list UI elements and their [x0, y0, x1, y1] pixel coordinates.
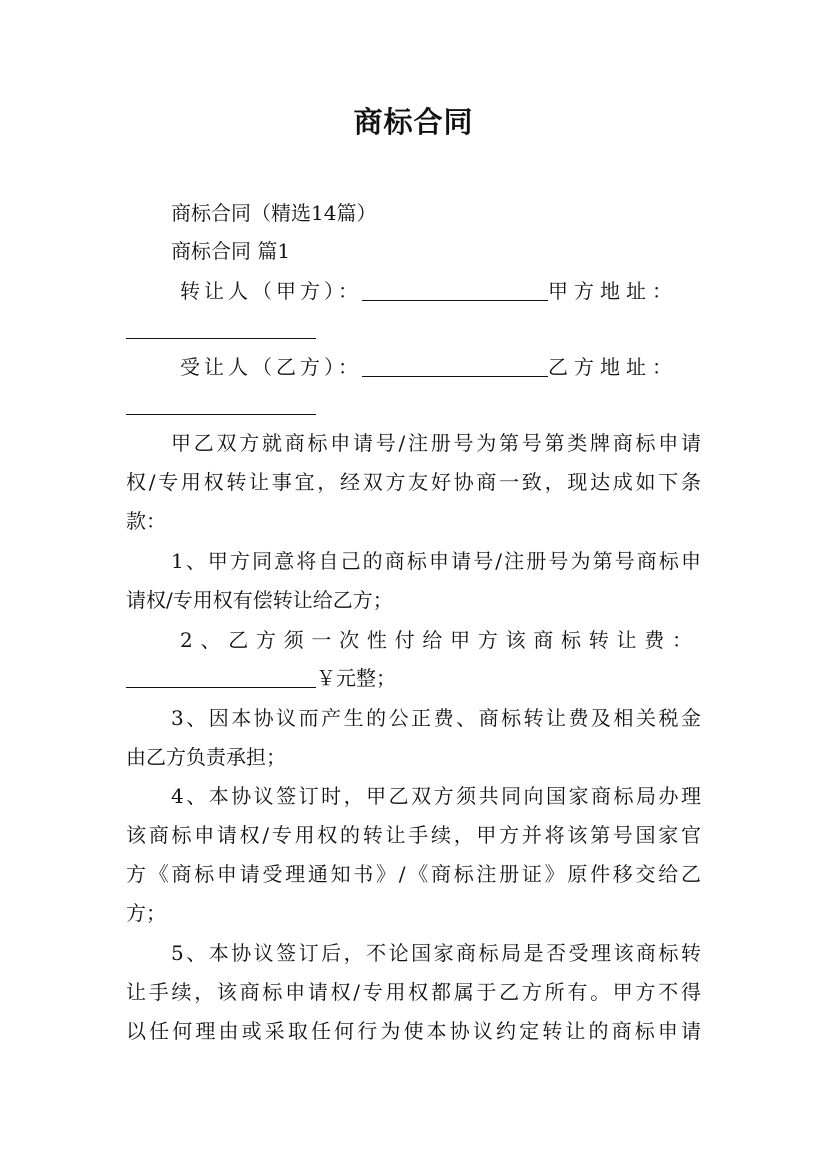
chapter-heading: 商标合同 篇1 — [171, 239, 291, 263]
party-b-address-label: 乙方地址： — [548, 355, 678, 379]
clause-5-line-3: 以任何理由或采取任何行为使本协议约定转让的商标申请 — [126, 1019, 701, 1043]
transfer-fee-blank — [126, 667, 316, 688]
transferee-label: 受让人（乙方）： — [180, 355, 362, 379]
document-subtitle: 商标合同（精选14篇） — [171, 201, 377, 225]
intro-line-1: 甲乙双方就商标申请号/注册号为第号第类牌商标申请 — [171, 431, 701, 455]
intro-line-3: 款： — [126, 509, 166, 533]
clause-2-line-1: 2、乙方须一次性付给甲方该商标转让费： — [180, 628, 692, 652]
transferor-blank — [362, 280, 548, 301]
clause-1-line-2: 请权/专用权有偿转让给乙方； — [126, 588, 393, 612]
party-b-address-row — [126, 392, 701, 418]
party-a-address-label: 甲方地址： — [548, 279, 678, 303]
party-a-address-blank — [126, 318, 316, 339]
transferee-row — [180, 354, 692, 380]
clause-4-line-2: 该商标申请权/专用权的转让手续，甲方并将该第号国家官 — [126, 823, 701, 847]
transferee-blank — [362, 356, 548, 377]
clause-2-line-2 — [126, 665, 701, 691]
clause-1-line-1: 1、甲方同意将自己的商标申请号/注册号为第号商标申 — [171, 549, 701, 573]
transferor-row — [180, 278, 692, 304]
clause-5-line-1: 5、本协议签订后，不论国家商标局是否受理该商标转 — [171, 941, 701, 965]
clause-4-line-3: 方《商标申请受理通知书》/《商标注册证》原件移交给乙 — [126, 862, 701, 886]
party-b-address-blank — [126, 394, 316, 415]
clause-5-line-2: 让手续，该商标申请权/专用权都属于乙方所有。甲方不得 — [126, 980, 701, 1004]
intro-line-2: 权/专用权转让事宜，经双方友好协商一致，现达成如下条 — [126, 470, 701, 494]
clause-3-line-1: 3、因本协议而产生的公正费、商标转让费及相关税金 — [171, 706, 701, 730]
party-a-address-row — [126, 316, 701, 342]
clause-3-line-2: 由乙方负责承担； — [126, 745, 286, 769]
transferor-label: 转让人（甲方）： — [180, 279, 362, 303]
document-title: 商标合同 — [353, 105, 474, 139]
transfer-fee-unit: ￥元整； — [316, 666, 396, 690]
clause-4-line-1: 4、本协议签订时，甲乙双方须共同向国家商标局办理 — [171, 784, 701, 808]
clause-4-line-4: 方； — [126, 901, 166, 925]
